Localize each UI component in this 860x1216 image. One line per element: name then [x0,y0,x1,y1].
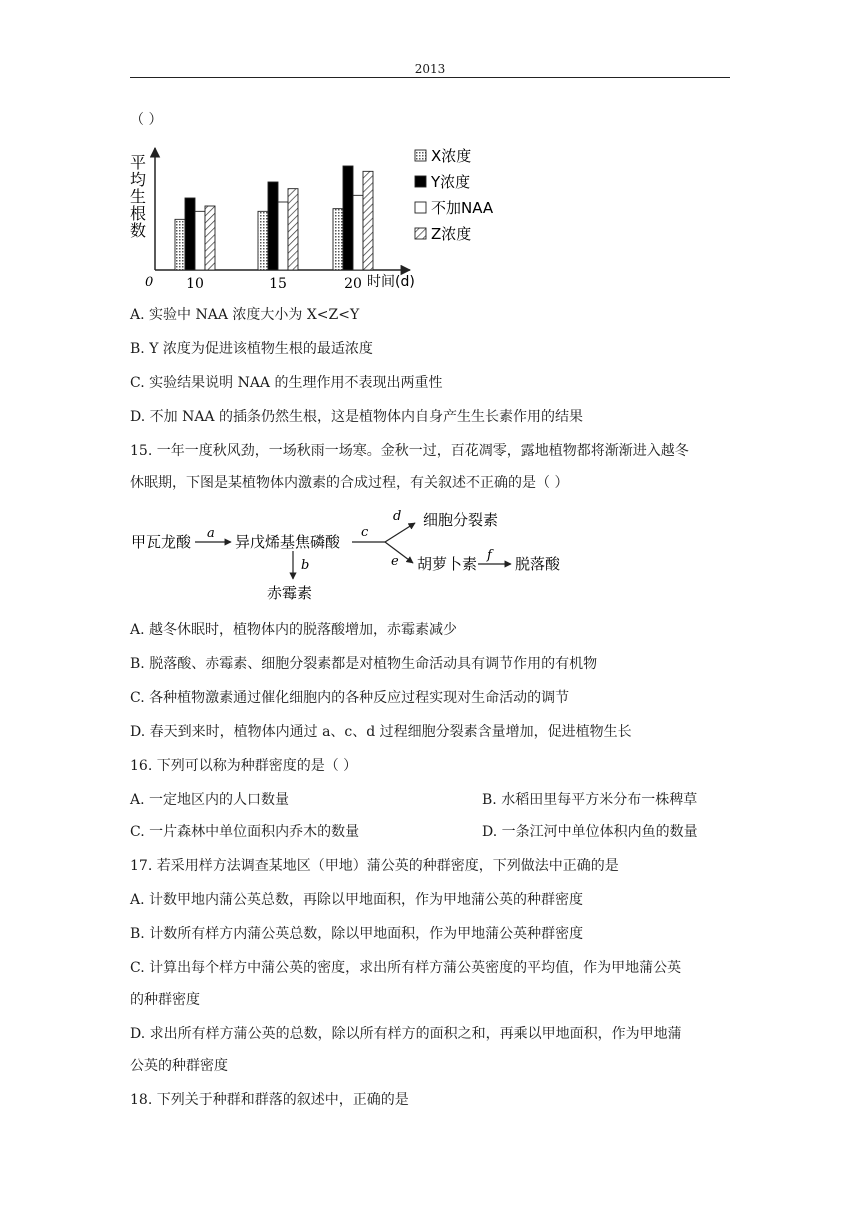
label-a: a [207,526,215,541]
q16-option-d: D. 一条江河中单位体积内鱼的数量 [482,824,698,840]
bar-x-20 [333,209,343,270]
y-label-char: 平 [130,153,147,172]
q16-option-c: C. 一片森林中单位面积内乔木的数量 [130,824,360,840]
chart-legend [415,147,494,243]
x-axis-label: 时间(d) [367,274,415,290]
bars-group [175,166,373,270]
q14-bar-chart [125,140,520,295]
q14-option-d: D. 不加 NAA 的插条仍然生根，这是植物体内自身产生生长素作用的结果 [130,409,583,425]
legend-swatch-control [415,202,426,213]
q17-stem: 17. 若采用样方法调查某地区（甲地）蒲公英的种群密度，下列做法中正确的是 [130,858,619,874]
bar-z-20 [363,171,373,270]
y-label-char: 均 [130,170,147,189]
bar-y-15 [268,182,278,270]
q15-hormone-pathway-diagram [125,505,585,605]
node-cytokinin: 细胞分裂素 [423,511,499,529]
legend-swatch-y [415,176,426,187]
node-gibberellin: 赤霉素 [267,584,313,602]
q17-option-c: C. 计算出每个样方中蒲公英的密度，求出所有样方蒲公英密度的平均值，作为甲地蒲公英 [130,960,682,976]
page-header: 2013 [414,62,446,76]
q16-option-b: B. 水稻田里每平方米分布一株稗草 [482,792,698,808]
legend-label-z: Z浓度 [431,225,472,243]
arrow-d [385,523,415,542]
header-rule [130,77,730,78]
arrow-e [385,542,413,563]
y-label-char: 数 [130,221,147,240]
q14-option-b: B. Y 浓度为促进该植物生根的最适浓度 [130,341,373,357]
legend-label-y: Y浓度 [431,173,471,191]
x-tick-labels [186,276,362,292]
q17-option-d: D. 求出所有样方蒲公英的总数，除以所有样方的面积之和，再乘以甲地面积，作为甲地蒲 [130,1026,682,1042]
q15-stem-line1: 15. 一年一度秋风劲，一场秋雨一场寒。金秋一过，百花凋零，露地植物都将渐渐进入越冬 [130,443,689,459]
node-carotene: 胡萝卜素 [417,555,478,573]
label-d: d [393,509,402,524]
x-tick-20: 20 [344,276,362,292]
label-e: e [391,554,399,569]
y-label-char: 根 [130,204,147,223]
bar-z-10 [205,206,215,270]
q17-option-c-cont: 的种群密度 [130,992,200,1008]
legend-label-x: X浓度 [431,147,472,165]
q18-stem: 18. 下列关于种群和群落的叙述中，正确的是 [130,1092,409,1108]
bar-z-15 [288,189,298,270]
label-b: b [301,558,310,573]
q14-answer-parens: （ ） [130,112,163,128]
q15-option-d: D. 春天到来时，植物体内通过 a、c、d 过程细胞分裂素含量增加，促进植物生长 [130,724,632,740]
node-mevalonic-acid: 甲瓦龙酸 [131,533,192,551]
y-axis-label [130,153,146,240]
node-ipp: 异戊烯基焦磷酸 [235,533,341,551]
q14-option-c: C. 实验结果说明 NAA 的生理作用不表现出两重性 [130,375,443,391]
q17-option-d-cont: 公英的种群密度 [130,1058,228,1074]
bar-control-10 [195,211,205,270]
q15-option-c: C. 各种植物激素通过催化细胞内的各种反应过程实现对生命活动的调节 [130,690,570,706]
bar-x-15 [258,211,268,270]
origin-label: 0 [145,275,154,290]
q15-option-b: B. 脱落酸、赤霉素、细胞分裂素都是对植物生命活动具有调节作用的有机物 [130,656,598,672]
legend-swatch-z [415,228,426,239]
label-f: f [487,548,492,563]
q17-option-b: B. 计数所有样方内蒲公英总数，除以甲地面积，作为甲地蒲公英种群密度 [130,926,584,942]
legend-swatch-x [415,150,426,161]
y-label-char: 生 [130,187,147,206]
node-abscisic-acid: 脱落酸 [515,555,561,573]
bar-control-20 [353,195,363,270]
bar-control-15 [278,202,288,270]
q15-option-a: A. 越冬休眠时，植物体内的脱落酸增加，赤霉素减少 [130,622,458,638]
bar-y-20 [343,166,353,270]
legend-label-control: 不加NAA [431,199,494,217]
q16-stem: 16. 下列可以称为种群密度的是（ ） [130,758,358,774]
q14-option-a: A. 实验中 NAA 浓度大小为 X<Z<Y [130,307,360,323]
q15-stem-line2: 休眠期，下图是某植物体内激素的合成过程，有关叙述不正确的是（ ） [130,475,569,491]
q17-option-a: A. 计数甲地内蒲公英总数，再除以甲地面积，作为甲地蒲公英的种群密度 [130,892,584,908]
bar-y-10 [185,198,195,270]
bar-x-10 [175,219,185,270]
q16-option-a: A. 一定地区内的人口数量 [130,792,290,808]
label-c: c [361,525,369,540]
x-tick-15: 15 [269,276,287,292]
x-tick-10: 10 [186,276,204,292]
